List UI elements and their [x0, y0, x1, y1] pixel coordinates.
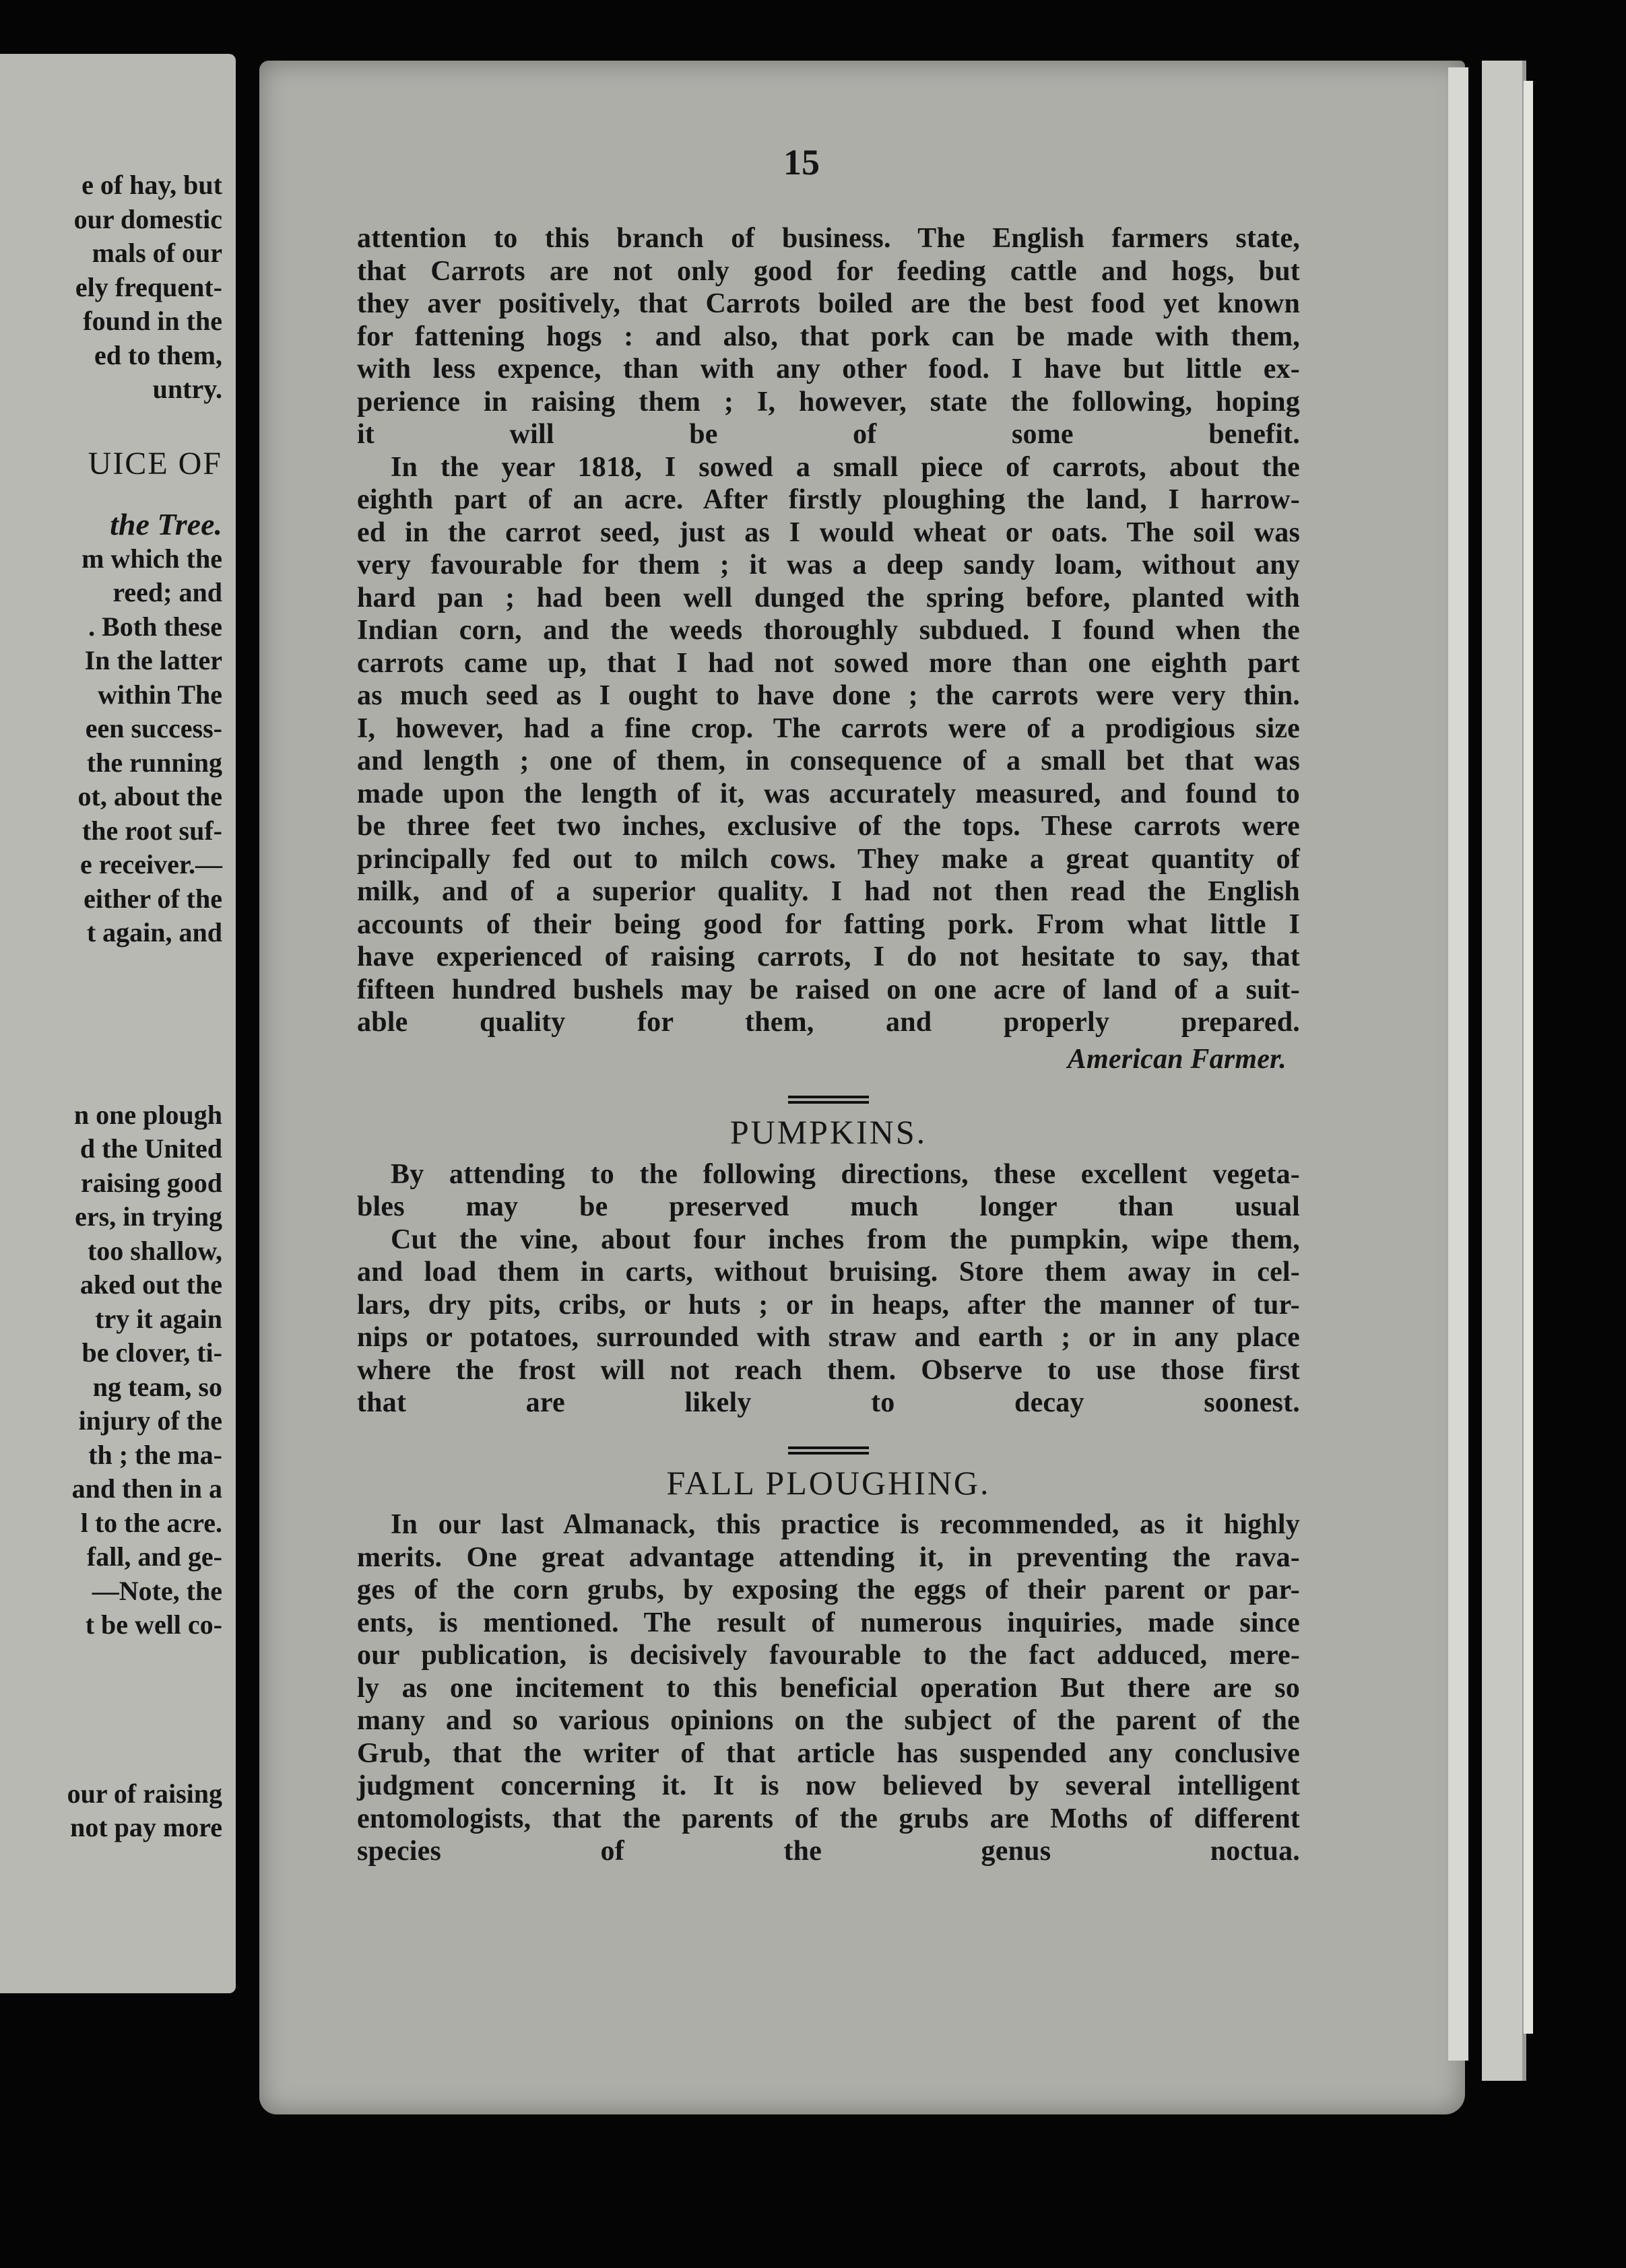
text-line: In our last Almanack, this practice is recommended, as it highly — [391, 1509, 1300, 1540]
text-line: and length ; one of them, in consequence of a small bet that was — [357, 745, 1300, 776]
text-line: able quality for them, and properly prepared. — [357, 1007, 1300, 1038]
left-line: raising good — [80, 1167, 222, 1198]
text-line: merits. One great advantage attending it, in preventing the rava- — [357, 1541, 1300, 1573]
text-line: made upon the length of it, was accurately measured, and found to — [357, 778, 1300, 809]
page-number: 15 — [783, 142, 820, 182]
paragraph-fall-ploughing — [357, 1508, 1300, 1868]
text-line: lars, dry pits, cribs, or huts ; or in heaps, after the manner of tur- — [357, 1289, 1300, 1321]
text-line: and load them in carts, without bruising. Store them away in cel- — [357, 1257, 1300, 1288]
left-line: our domestic — [73, 203, 222, 234]
text-line: Cut the vine, about four inches from the pumpkin, wipe them, — [391, 1224, 1300, 1255]
page-edge — [1448, 67, 1468, 2061]
left-line: d the United — [79, 1133, 222, 1164]
text-line: entomologists, that the parents of the grubs are Moths of different — [357, 1803, 1300, 1834]
left-line: injury of the — [78, 1405, 222, 1436]
left-line: een success- — [85, 713, 222, 743]
text-line: fifteen hundred bushels may be raised on one acre of land of a suit- — [357, 974, 1300, 1005]
page-body — [357, 222, 1300, 1868]
text-line: nips or potatoes, surrounded with straw and earth ; or in any place — [357, 1322, 1300, 1353]
left-line: t again, and — [86, 917, 222, 947]
left-line: t be well co- — [85, 1609, 222, 1640]
left-line: the running — [86, 747, 222, 778]
left-line: th ; the ma- — [88, 1439, 222, 1470]
page-edge — [1524, 81, 1533, 2034]
text-line: where the frost will not reach them. Observe to use those first — [357, 1354, 1300, 1386]
text-line: they aver positively, that Carrots boiled are the best food yet known — [357, 288, 1300, 319]
section-divider — [788, 1096, 869, 1104]
left-line: be clover, ti- — [82, 1337, 222, 1368]
left-line: . Both these — [88, 611, 222, 642]
left-line: ot, about the — [77, 781, 222, 811]
section-divider — [788, 1446, 869, 1455]
text-line: for fattening hogs : and also, that pork can be made with them, — [357, 321, 1300, 352]
left-line: aked out the — [79, 1269, 222, 1300]
left-heading: UICE OF — [88, 445, 222, 481]
text-line: our publication, is decisively favourable to the fact adduced, mere- — [357, 1640, 1300, 1671]
text-line: Indian corn, and the weeds thoroughly subdued. I found when the — [357, 615, 1300, 646]
left-line: ed to them, — [94, 339, 222, 370]
text-line: attention to this branch of business. The English farmers state, — [357, 223, 1300, 254]
text-line: be three feet two inches, exclusive of the tops. These carrots were — [357, 811, 1300, 842]
left-line: ers, in trying — [75, 1201, 222, 1232]
left-line: not pay more — [70, 1812, 222, 1842]
left-line: the root suf- — [82, 815, 222, 846]
left-line: try it again — [95, 1303, 222, 1334]
heading-fall-ploughing: FALL PLOUGHING. — [666, 1463, 991, 1502]
left-line: too shallow, — [87, 1235, 222, 1266]
heading-pumpkins: PUMPKINS. — [729, 1113, 928, 1151]
text-line: milk, and of a superior quality. I had not then read the English — [357, 876, 1300, 907]
left-line: and then in a — [71, 1473, 222, 1504]
text-line: that are likely to decay soonest. — [357, 1387, 1300, 1418]
text-line: as much seed as I ought to have done ; the carrots were very thin. — [357, 680, 1300, 711]
left-line: within The — [98, 679, 222, 710]
text-line: have experienced of raising carrots, I do not hesitate to say, that — [357, 941, 1300, 972]
left-line: either of the — [84, 883, 222, 914]
text-line: with less expence, than with any other food. I have but little ex- — [357, 354, 1300, 385]
left-line: reed; and — [112, 577, 222, 607]
signature-american-farmer: American Farmer. — [1067, 1043, 1287, 1075]
text-line: many and so various opinions on the subject of the parent of the — [357, 1705, 1300, 1736]
paragraph-pumpkins-directions — [357, 1224, 1300, 1420]
text-line: ents, is mentioned. The result of numerous inquiries, made since — [357, 1607, 1300, 1638]
paragraph-pumpkins-intro — [357, 1158, 1300, 1224]
left-line: l to the acre. — [80, 1507, 222, 1538]
text-line: hard pan ; had been well dunged the spring before, planted with — [357, 582, 1300, 613]
left-line: —Note, the — [92, 1575, 222, 1606]
left-line: e receiver.— — [80, 849, 222, 879]
left-line: m which the — [82, 543, 222, 574]
text-line: species of the genus noctua. — [357, 1836, 1300, 1867]
text-line: In the year 1818, I sowed a small piece of carrots, about the — [391, 451, 1300, 483]
text-line: that Carrots are not only good for feeding cattle and hogs, but — [357, 255, 1300, 287]
page-edge — [1482, 61, 1526, 2081]
left-page-fragment — [0, 54, 236, 1993]
text-line: perience in raising them ; I, however, state the following, hoping — [357, 386, 1300, 418]
text-line: judgment concerning it. It is now believed by several intelligent — [357, 1770, 1300, 1801]
left-line: ng team, so — [92, 1371, 222, 1402]
left-page-text — [0, 168, 222, 1845]
text-line: very favourable for them ; it was a deep sandy loam, without any — [357, 549, 1300, 580]
left-line: found in the — [83, 306, 222, 336]
text-line: ly as one incitement to this beneficial operation But there are so — [357, 1672, 1300, 1704]
left-line: mals of our — [92, 238, 222, 268]
text-line: ed in the carrot seed, just as I would wheat or oats. The soil was — [357, 516, 1300, 548]
text-line: it will be of some benefit. — [357, 419, 1300, 450]
left-line: In the latter — [84, 645, 222, 675]
left-line: e of hay, but — [82, 170, 222, 200]
text-line: Grub, that the writer of that article has suspended any conclusive — [357, 1737, 1300, 1769]
text-line: By attending to the following directions, these excellent vegeta- — [391, 1158, 1300, 1190]
left-italic-subheading: the Tree. — [110, 507, 222, 541]
text-line: principally fed out to milch cows. They make a great quantity of — [357, 843, 1300, 875]
left-line: fall, and ge- — [86, 1541, 222, 1572]
paragraph-carrots-intro — [357, 222, 1300, 451]
text-line: ges of the corn grubs, by exposing the eggs of their parent or par- — [357, 1574, 1300, 1605]
text-line: accounts of their being good for fatting pork. From what little I — [357, 908, 1300, 940]
left-line: n one plough — [73, 1099, 222, 1130]
left-line: our of raising — [67, 1778, 222, 1809]
text-line: eighth part of an acre. After firstly ploughing the land, I harrow- — [357, 484, 1300, 515]
text-line: bles may be preserved much longer than usual — [357, 1191, 1300, 1222]
text-line: I, however, had a fine crop. The carrots were of a prodigious size — [357, 712, 1300, 744]
paragraph-carrots-1818 — [357, 451, 1300, 1039]
left-line: ely frequent- — [75, 271, 222, 302]
left-line: untry. — [152, 374, 222, 404]
text-line: carrots came up, that I had not sowed more than one eighth part — [357, 647, 1300, 679]
